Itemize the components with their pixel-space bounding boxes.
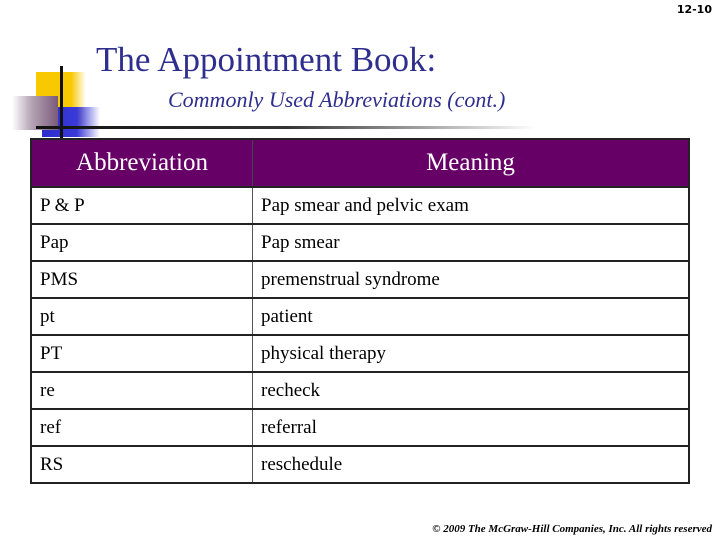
meaning-cell: referral: [253, 409, 690, 446]
abbreviation-cell: RS: [31, 446, 253, 483]
abbreviation-cell: P & P: [31, 187, 253, 224]
abbreviation-cell: Pap: [31, 224, 253, 261]
abbreviation-cell: ref: [31, 409, 253, 446]
meaning-cell: patient: [253, 298, 690, 335]
copyright-footer: © 2009 The McGraw-Hill Companies, Inc. All rights reserved: [432, 523, 712, 535]
meaning-cell: physical therapy: [253, 335, 690, 372]
table-row: [31, 409, 689, 446]
meaning-cell: Pap smear: [253, 224, 690, 261]
table-row: [31, 446, 689, 483]
table-row: [31, 298, 689, 335]
abbreviation-cell: re: [31, 372, 253, 409]
abbreviation-cell: PMS: [31, 261, 253, 298]
table-row: [31, 372, 689, 409]
title-underline: [36, 126, 536, 129]
meaning-cell: recheck: [253, 372, 690, 409]
column-header-abbreviation: Abbreviation: [31, 139, 253, 187]
table-row: [31, 187, 689, 224]
meaning-cell: premenstrual syndrome: [253, 261, 690, 298]
table-row: [31, 224, 689, 261]
abbreviations-table: [30, 138, 690, 484]
slide-number: 12-10: [676, 3, 712, 16]
abbreviation-cell: pt: [31, 298, 253, 335]
decorative-gray-square: [12, 96, 58, 130]
meaning-cell: reschedule: [253, 446, 690, 483]
table-row: [31, 261, 689, 298]
slide-title: The Appointment Book:: [96, 40, 437, 79]
column-header-meaning: Meaning: [253, 139, 690, 187]
slide-subtitle: Commonly Used Abbreviations (cont.): [168, 87, 506, 112]
abbreviation-cell: PT: [31, 335, 253, 372]
table-header-row: [31, 139, 689, 187]
meaning-cell: Pap smear and pelvic exam: [253, 187, 690, 224]
table-row: [31, 335, 689, 372]
